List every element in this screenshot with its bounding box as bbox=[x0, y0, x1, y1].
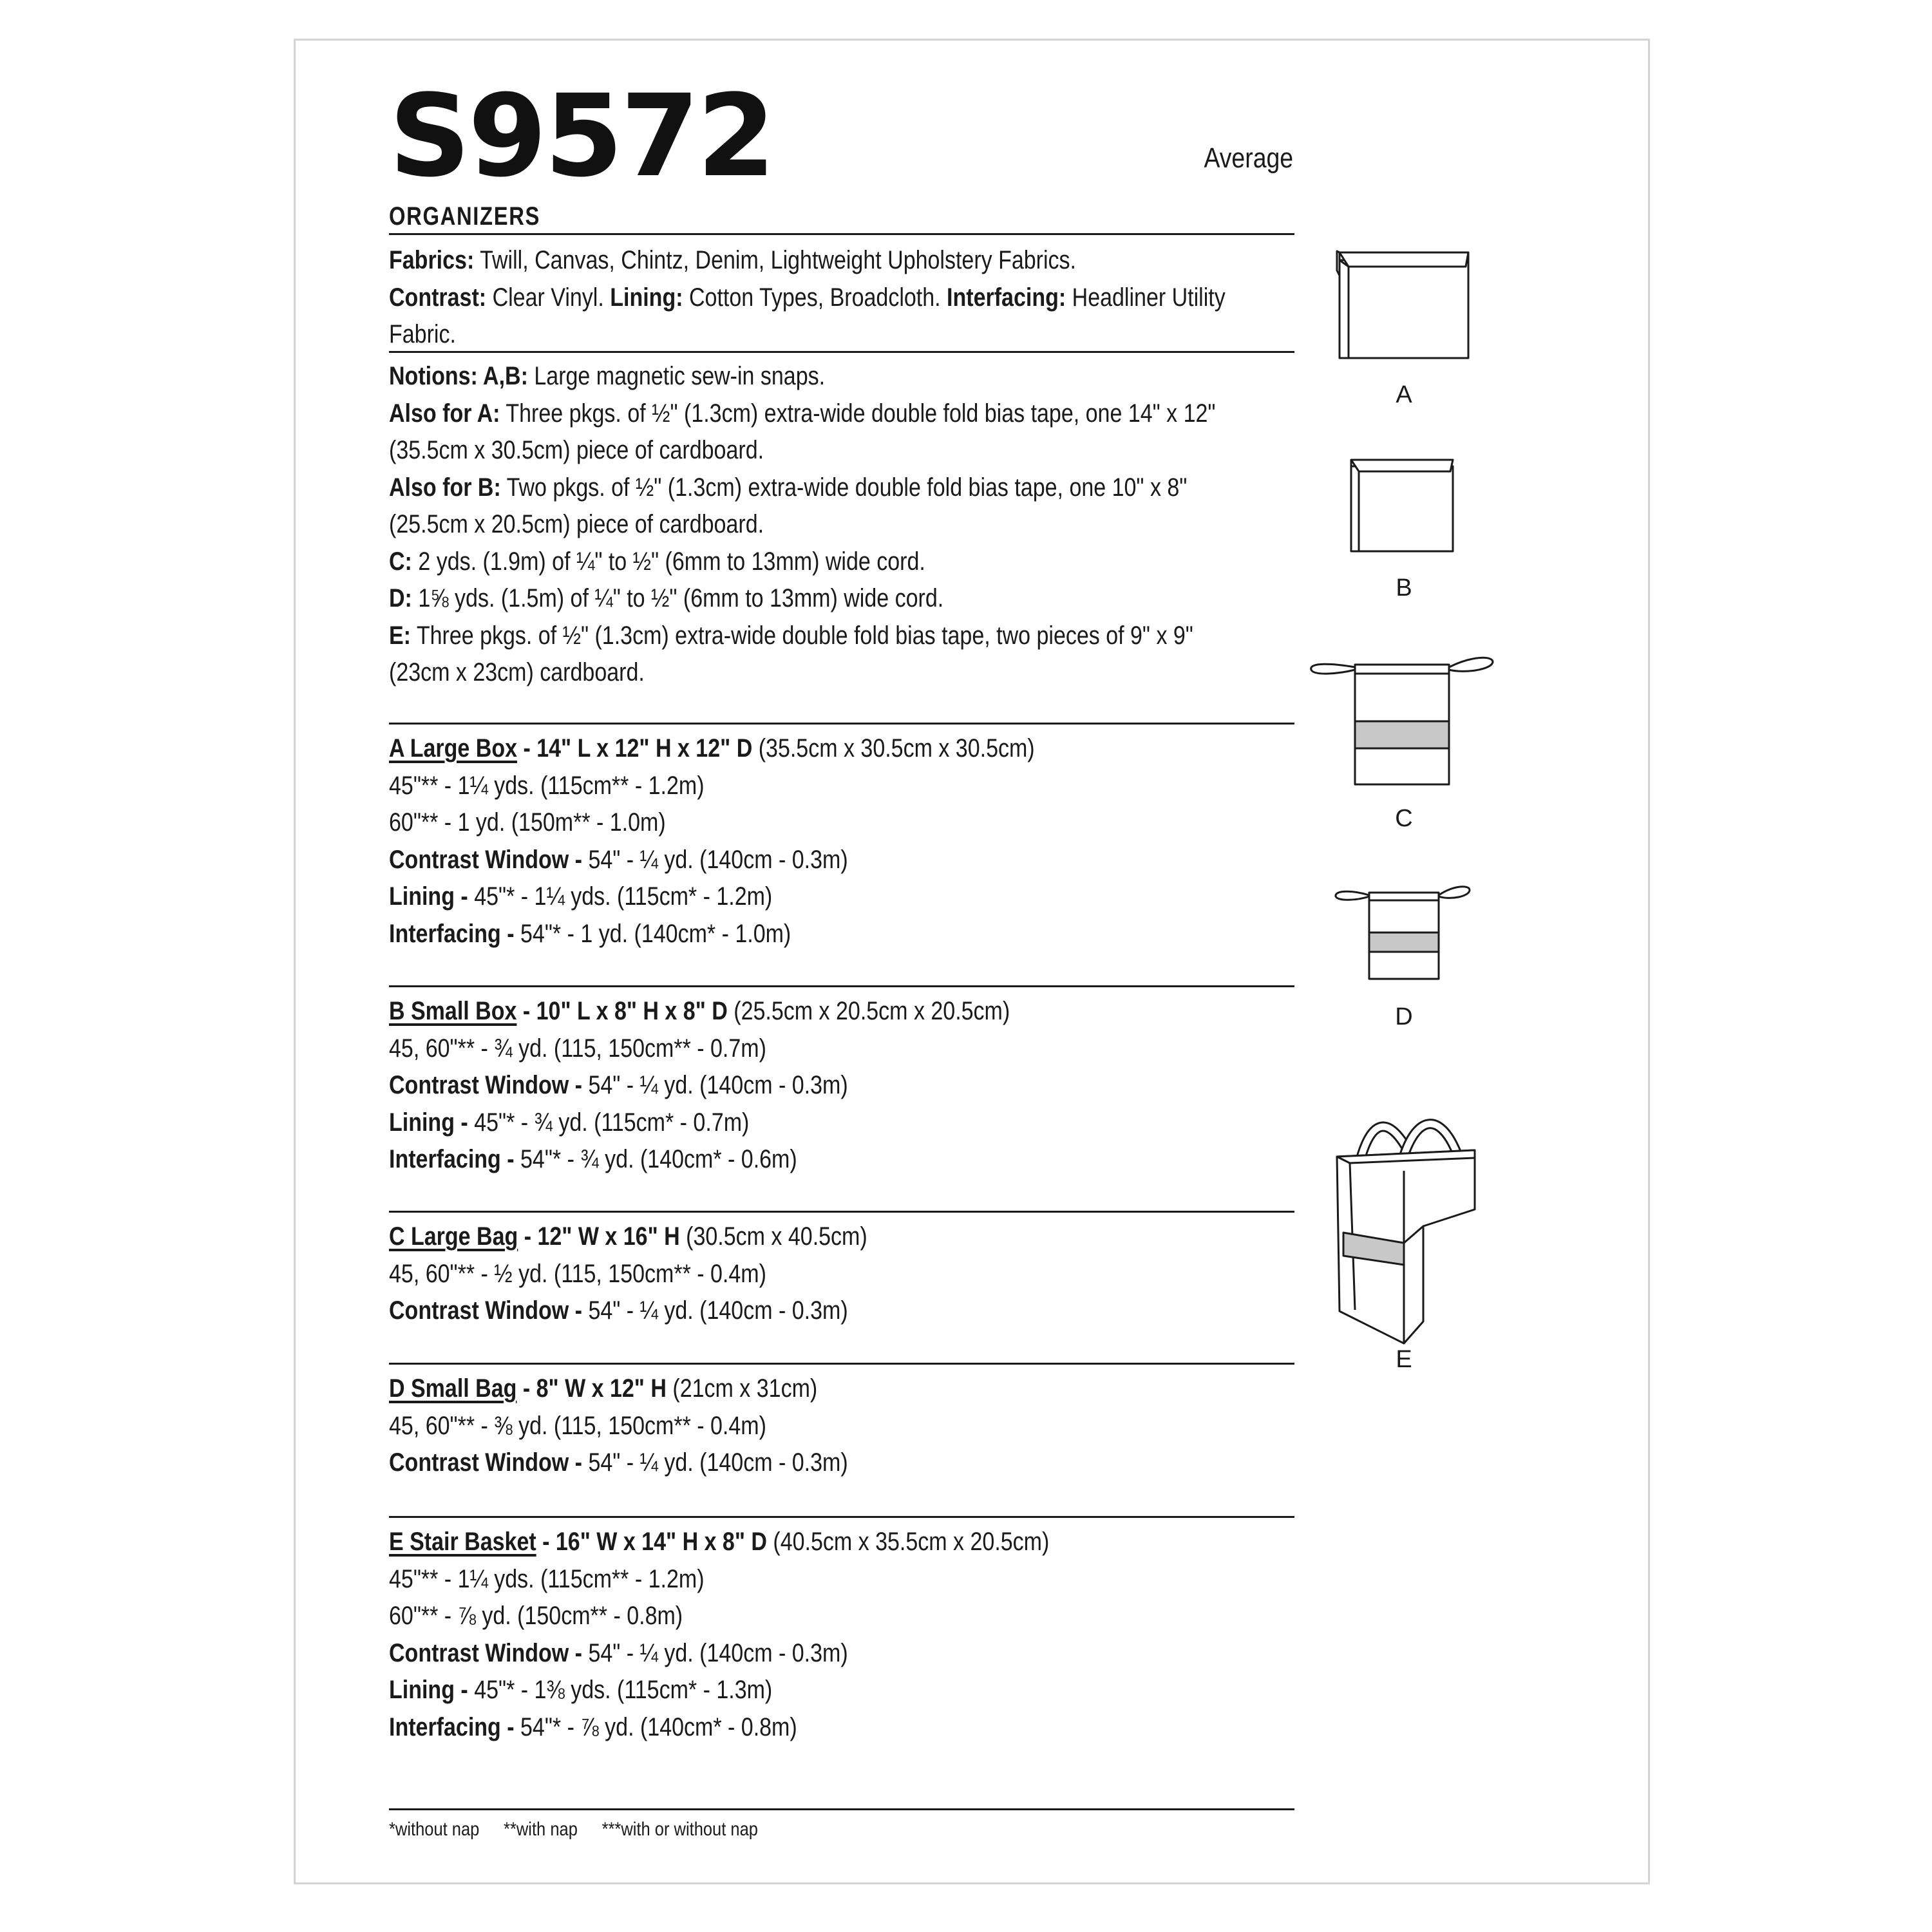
notions-b-continued: (25.5cm x 20.5cm) piece of cardboard. bbox=[389, 510, 764, 538]
pattern-number: S9572 bbox=[389, 70, 773, 202]
page-title: ORGANIZERS bbox=[389, 202, 541, 231]
large-bag-icon bbox=[1311, 658, 1493, 784]
notions-d-label: D: bbox=[389, 584, 412, 612]
lining-label: Lining: bbox=[610, 283, 683, 312]
view-label-c: C bbox=[1395, 805, 1413, 832]
footnote-with-nap: **with nap bbox=[504, 1819, 578, 1840]
notions-e-continued: (23cm x 23cm) cardboard. bbox=[389, 658, 645, 687]
fabrics-label: Fabrics: bbox=[389, 246, 475, 274]
yardage-value: 45"* - 1⅜ yds. (115cm* - 1.3m) bbox=[474, 1676, 773, 1704]
yardage-value: 54" - ¼ yd. (140cm - 0.3m) bbox=[588, 1448, 848, 1477]
notions-a-text: Three pkgs. of ½" (1.3cm) extra-wide double fold bias tape, one 14" x 12" bbox=[506, 399, 1216, 428]
yardage-value: 54" - ¼ yd. (140cm - 0.3m) bbox=[588, 845, 848, 874]
interfacing-label: Interfacing: bbox=[947, 283, 1066, 312]
notions-a-label: Also for A: bbox=[389, 399, 500, 428]
yardage-value: 54" - ¼ yd. (140cm - 0.3m) bbox=[588, 1638, 848, 1667]
small-bag-icon bbox=[1336, 887, 1470, 979]
yardage-value: 54"* - ⅞ yd. (140cm* - 0.8m) bbox=[520, 1712, 797, 1741]
contrast-text: Clear Vinyl. bbox=[492, 283, 604, 312]
yardage-label: Contrast Window - bbox=[389, 1448, 582, 1477]
view-dimensions: - 16" W x 14" H x 8" D bbox=[542, 1528, 767, 1556]
footnote-either: ***with or without nap bbox=[601, 1819, 758, 1840]
view-dimensions-metric: (25.5cm x 20.5cm x 20.5cm) bbox=[734, 997, 1010, 1025]
yardage-value: 54" - ¼ yd. (140cm - 0.3m) bbox=[588, 1296, 848, 1325]
yardage-label: Lining - bbox=[389, 882, 468, 911]
yardage-value: 45"* - 1¼ yds. (115cm* - 1.2m) bbox=[474, 882, 773, 911]
yardage-value: 54"* - 1 yd. (140cm* - 1.0m) bbox=[520, 919, 791, 948]
yardage-label: Interfacing - bbox=[389, 1712, 515, 1741]
yardage-label: Interfacing - bbox=[389, 919, 515, 948]
yardage-value: 45, 60"** - ¾ yd. (115, 150cm** - 0.7m) bbox=[389, 1034, 766, 1063]
view-dimensions: - 14" L x 12" H x 12" D bbox=[523, 734, 753, 762]
notions-b-label: Also for B: bbox=[389, 473, 501, 502]
yardage-value: 45, 60"** - ⅜ yd. (115, 150cm** - 0.4m) bbox=[389, 1411, 766, 1440]
view-name: B Small Box bbox=[389, 997, 517, 1025]
lining-text: Cotton Types, Broadcloth. bbox=[688, 283, 941, 312]
view-label-b: B bbox=[1396, 574, 1412, 601]
large-box-icon bbox=[1337, 251, 1468, 358]
fabrics-text: Twill, Canvas, Chintz, Denim, Lightweight Upholstery Fabrics. bbox=[480, 246, 1077, 274]
notions-e-label: E: bbox=[389, 621, 411, 650]
yardage-value: 54" - ¼ yd. (140cm - 0.3m) bbox=[588, 1071, 848, 1099]
yardage-value: 60"** - ⅞ yd. (150cm** - 0.8m) bbox=[389, 1602, 683, 1630]
yardage-value: 45, 60"** - ½ yd. (115, 150cm** - 0.4m) bbox=[389, 1259, 766, 1288]
notions-c-label: C: bbox=[389, 547, 412, 576]
view-dimensions: - 12" W x 16" H bbox=[524, 1222, 680, 1251]
view-dimensions: - 8" W x 12" H bbox=[522, 1374, 667, 1403]
view-dimensions-metric: (21cm x 31cm) bbox=[672, 1374, 818, 1403]
yardage-label: Contrast Window - bbox=[389, 1638, 582, 1667]
notions-d-text: 1⅝ yds. (1.5m) of ¼" to ½" (6mm to 13mm) wide cord. bbox=[418, 584, 944, 612]
yardage-label: Lining - bbox=[389, 1676, 468, 1704]
view-name: C Large Bag bbox=[389, 1222, 518, 1251]
yardage-label: Contrast Window - bbox=[389, 1071, 582, 1099]
stair-basket-icon bbox=[1337, 1124, 1475, 1343]
view-dimensions-metric: (30.5cm x 40.5cm) bbox=[686, 1222, 867, 1251]
notions-b-text: Two pkgs. of ½" (1.3cm) extra-wide double fold bias tape, one 10" x 8" bbox=[506, 473, 1188, 502]
notions-e-text: Three pkgs. of ½" (1.3cm) extra-wide double fold bias tape, two pieces of 9" x 9" bbox=[416, 621, 1193, 650]
view-name: E Stair Basket bbox=[389, 1528, 536, 1556]
notions-text: Large magnetic sew-in snaps. bbox=[534, 362, 826, 390]
view-label-e: E bbox=[1396, 1346, 1412, 1373]
footnote-without-nap: *without nap bbox=[389, 1819, 480, 1840]
yardage-label: Contrast Window - bbox=[389, 1296, 582, 1325]
yardage-value: 45"* - ¾ yd. (115cm* - 0.7m) bbox=[474, 1108, 750, 1137]
interfacing-text: Headliner Utility bbox=[1072, 283, 1226, 312]
view-dimensions: - 10" L x 8" H x 8" D bbox=[522, 997, 728, 1025]
yardage-value: 54"* - ¾ yd. (140cm* - 0.6m) bbox=[520, 1145, 797, 1173]
yardage-value: 60"** - 1 yd. (150m** - 1.0m) bbox=[389, 808, 666, 837]
yardage-label: Lining - bbox=[389, 1108, 468, 1137]
yardage-value: 45"** - 1¼ yds. (115cm** - 1.2m) bbox=[389, 1564, 705, 1593]
view-label-a: A bbox=[1396, 381, 1412, 408]
view-dimensions-metric: (40.5cm x 35.5cm x 20.5cm) bbox=[773, 1528, 1050, 1556]
view-label-d: D bbox=[1395, 1003, 1413, 1030]
view-name: D Small Bag bbox=[389, 1374, 517, 1403]
skill-level: Average bbox=[1204, 142, 1293, 174]
yardage-label: Interfacing - bbox=[389, 1145, 515, 1173]
notions-a-continued: (35.5cm x 30.5cm) piece of cardboard. bbox=[389, 436, 764, 464]
view-dimensions-metric: (35.5cm x 30.5cm x 30.5cm) bbox=[758, 734, 1035, 762]
yardage-value: 45"** - 1¼ yds. (115cm** - 1.2m) bbox=[389, 771, 705, 800]
view-name: A Large Box bbox=[389, 734, 518, 762]
yardage-label: Contrast Window - bbox=[389, 845, 582, 874]
small-box-icon bbox=[1351, 460, 1453, 551]
interfacing-continued: Fabric. bbox=[389, 320, 456, 348]
notions-label: Notions: A,B: bbox=[389, 362, 528, 390]
contrast-label: Contrast: bbox=[389, 283, 487, 312]
notions-c-text: 2 yds. (1.9m) of ¼" to ½" (6mm to 13mm) wide cord. bbox=[418, 547, 925, 576]
